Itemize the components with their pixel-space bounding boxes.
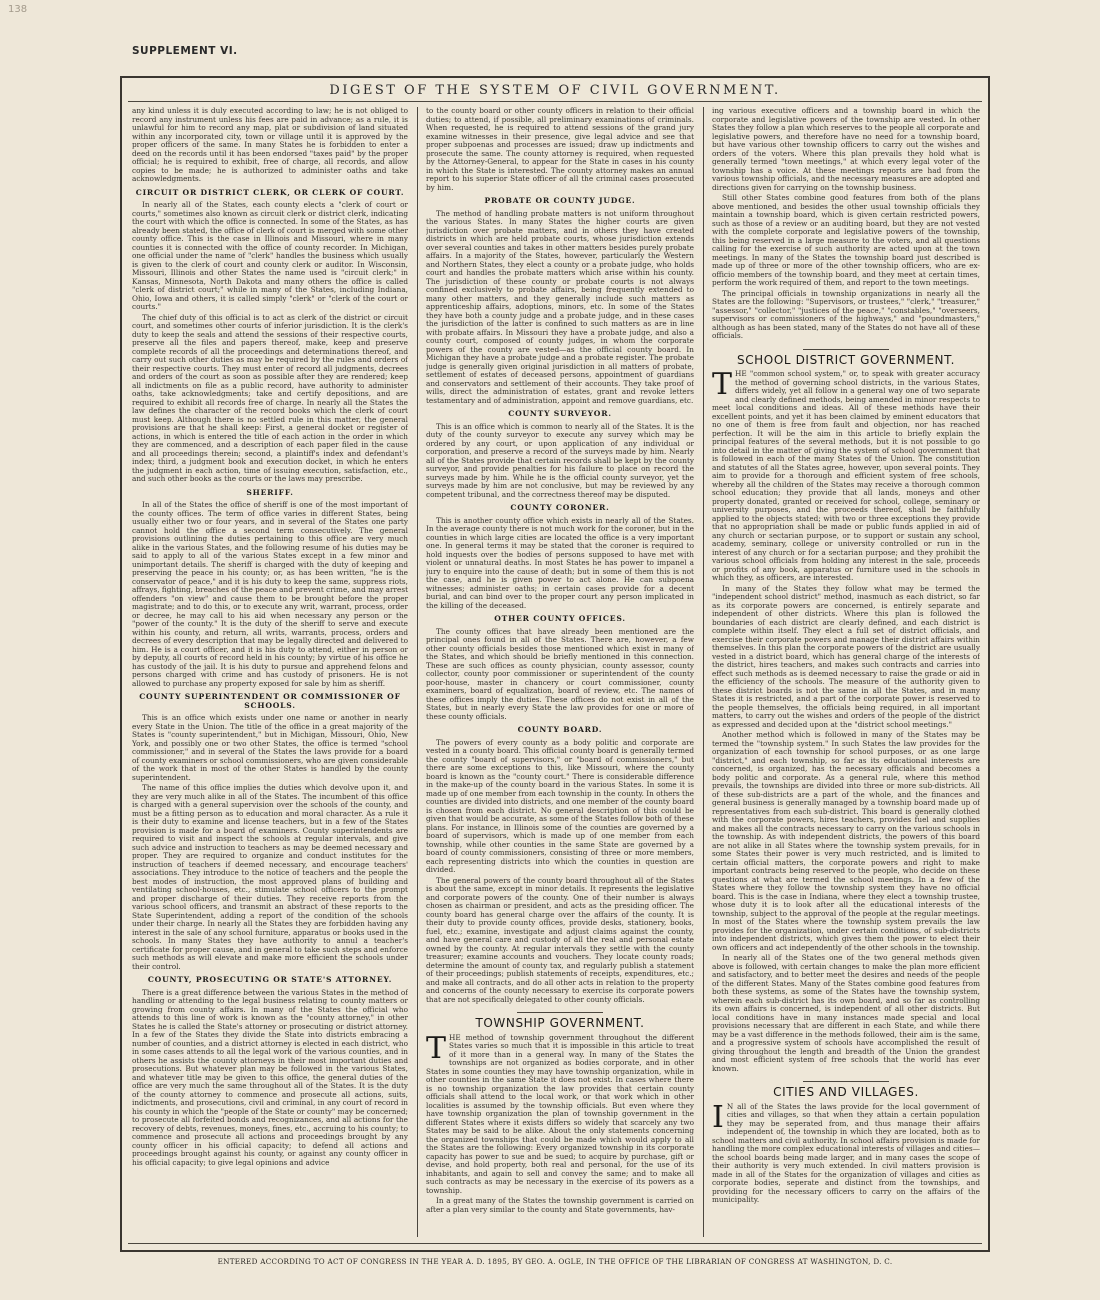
paragraph: This is another county office which exists in nearly all of the States. In the average county there is not much work for the coroner, but in the counties in which large cities are located the office is a very important one. In general terms it may be stated that the coroner is required to hold inquests over the bodies of persons supposed to have met with violent or unnatural deaths. In most States he has power to impanel a jury to enquire into the cause of death; but in some of them this is not the case, and he is given power to act alone. He can subpoena witnesses; administer oaths; in certain cases provide for a decent burial, and can bind over to the proper court any person implicated in the killing of the deceased. bbox=[426, 515, 694, 610]
digest-title: DIGEST OF THE SYSTEM OF CIVIL GOVERNMENT. bbox=[329, 83, 781, 98]
township-section bbox=[426, 1030, 694, 1215]
heading-county-board: COUNTY BOARD. bbox=[517, 725, 603, 734]
heading-county-coroner: COUNTY CORONER. bbox=[510, 503, 610, 512]
heading-county-attorney: COUNTY, PROSECUTING OR STATE'S ATTORNEY. bbox=[147, 975, 393, 984]
paragraph: In many of the States they follow what may be termed the "independent school district" method, inasmuch as each district, so far as its corporate powers are concerned, is entirely separate and independent of other districts. Where this plan is followed the boundaries of each district are clearly defined, and each district is complete within itself. They elect a full set of district officials, and exercise their corporate powers and manage their district affairs within themselves. In this plan the corporate powers of the district are usually vested in a district board, which has general charge of the interests of the district, hires teachers, and makes such contracts and carries into effect such methods as is deemed necessary to raise the grade or aid in the efficiency of the schools. The measure of the authority given to these district boards is not the same in all the States, and in many States it is restricted, and a part of the corporate power is reserved to the people themselves, the officials being required, in all important matters, to carry out the wishes and orders of the people of the district as expressed and decided upon at the "district school meetings." bbox=[712, 583, 980, 729]
heading-county-surveyor: COUNTY SURVEYOR. bbox=[508, 409, 612, 418]
section-separator bbox=[803, 1081, 889, 1082]
paragraph: The general powers of the county board throughout all of the States is about the same, except in minor details. It represents the legislative and corporate powers of the county. One of their number is always chosen as chairman or president, and acts as the presiding officer. The county board has general charge over the affairs of the county. It is their duty to provide county offices, provide desks, stationery, books, fuel, etc.; examine, investigate and adjust claims against the county, and have general care and custody of all the real and personal estate owned by the county. At regular intervals they settle with the county treasurer; examine accounts and vouchers. They locate county roads; determine the amount of county tax, and regularly publish a statement of their proceedings; publish statements of receipts, expenditures, etc.; and make all contracts, and do all other acts in relation to the property and concerns of the county necessary to exercise its corporate powers that are not specifically delegated to other county officials. bbox=[426, 875, 694, 1004]
paragraph: In nearly all of the States, each county elects a "clerk of court or courts," sometimes also known as circuit clerk or district clerk, indicating the court with which the office is connected. In some of the States, as has already been stated, the office of clerk of court is merged with some other county office. This is the case in Illinois and Missouri, where in many counties it is connected with the office of county recorder. In Michigan, one official under the name of "clerk" handles the business which usually is given to the clerk of court and county clerk or auditor. In Wisconsin, Missouri, Illinois and other States the name used is "circuit clerk;" in Kansas, Minnesota, North Dakota and many others the office is called "clerk of district court;" while in many of the States, including Indiana, Ohio, Iowa and others, it is called simply "clerk" or "clerk of the court or courts." bbox=[132, 200, 408, 311]
column-divider-1 bbox=[417, 107, 418, 1237]
heading-clerk-of-court: CIRCUIT OR DISTRICT CLERK, OR CLERK OF COURT. bbox=[135, 187, 405, 197]
title-rule bbox=[128, 101, 982, 102]
paragraph: IN all of the States the laws provide for the local government of cities and villages, so that when they attain a certain population they may be seperated from, and thus manage their affairs independent of, the township in which they are located, both as to school matters and civil authority. In school affairs provision is made for handling the more complex educational interests of villages and cities—the school boards being made larger, and in many cases the scope of their authority is very much extended. In civil matters provision is made in all of the States for the organization of villages and cities as corporate bodies, seperate and distinct from the townships, and providing for the necessary officers to carry on the affairs of the municipality. bbox=[712, 1099, 980, 1204]
paragraph: to the county board or other county officers in relation to their official duties; to attend, if possible, all preliminary examinations of criminals. When requested, he is required to attend sessions of the grand jury examine witnesses in their presence, give legal advice and see that proper subpoenas and processes are issued; draw up indictments and prosecute the same. The county attorney is required, when requested by the Attorney-General, to appear for the State in cases in his county in which the State is interested. The county attorney makes an annual report to his superior State officer of all the criminal cases prosecuted by him. bbox=[426, 107, 694, 192]
pencil-page-number: 138 bbox=[8, 4, 28, 15]
paragraph: The name of this office implies the duties which devolve upon it, and they are very much alike in all of the States. The incumbent of this office is charged with a general supervision over the schools of the county, and must be a fitting person as to education and moral character. As a rule it is their duty to examine and license teachers, but in a few of the States provision is made for a board of examiners. County superintendents are required to visit and inspect the schools at regular intervals, and give such advice and instruction to teachers as may be deemed necessary and proper. They are required to organize and conduct institutes for the instruction of teachers if deemed necessary, and encourage teachers' associations. They introduce to the notice of teachers and the people the best modes of instruction, the most approved plans of building and ventilating school-houses, etc., stimulate school officers to the prompt and proper discharge of their duties. They receive reports from the various school officers, and transmit an abstract of these reports to the State Superintendent, adding a report of the condition of the schools under their charge. In nearly all the States they are forbidden having any interest in the sale of any school furniture, apparatus or books used in the schools. In many States they have authority to annul a teacher's certificate for proper cause, and in general to take such steps and enforce such methods as will elevate and make more efficient the schools under their control. bbox=[132, 783, 408, 971]
column-divider-2 bbox=[703, 107, 704, 1237]
paragraph: In all of the States the office of sheriff is one of the most important of the county offices. The term of office varies in different States, being usually either two or four years, and in several of the States one party cannot hold the office a second term consecutively. The general provisions outlining the duties pertaining to this office are very much alike in the various States, and the following resume of his duties may be said to apply to all of the various States except in a few minor and unimportant details. The sheriff is charged with the duty of keeping and preserving the peace in his county; or, as has been written, "he is the conservator of peace," and it is his duty to keep the same, suppress riots, affrays, fighting, breaches of the peace and prevent crime, and may arrest offenders "on view" and cause them to be brought before the proper magistrate; and to do this, or to execute any writ, warrant, process, order or decree, he may call to his aid when necessary any person or the "power of the county." It is the duty of the sheriff to serve and execute within his county, and return, all writs, warrants, process, orders and decrees of every description that may be legally directed and delivered to him. He is a court officer, and it is his duty to attend, either in person or by deputy, all courts of record held in his county; by virtue of his office he has custody of the jail. It is his duty to pursue and apprehend felons and persons charged with crime and has custody of prisoners. He is not allowed to purchase any property exposed for sale by him as sheriff. bbox=[132, 500, 408, 688]
paragraph: Another method which is followed in many of the States may be termed the "township system." In such States the law provides for the organization of each township for school purposes, or as one large "district," and each township, so far as its educational interests are concerned, is organized, has the necessary officials and becomes a body politic and corporate. As a general rule, where this method prevails, the townships are divided into three or more sub-districts. All of these sub-districts are a part of the whole, and the finances and general business is generally managed by a township board made up of representatives from each sub-district. This board is generally clothed with the corporate powers, hires teachers, provides fuel and supplies and makes all the contracts necessary to carry on the various schools in the township. As with independent districts, the powers of this board are not alike in all States where the township system prevails, for in some States their power is very much restricted, and is limited to certain official matters, the corporate powers and right to make important contracts being reserved to the people, who decide on these questions at what are termed the school meetings. In a few of the States where they follow the township system they have no official board. This is the case in Indiana, where they elect a township trustee, whose duty it is to look after all the educational interests of the township, subject to the approval of the people at the regular meetings. In most of the States where the township system prevails the law provides for the organization, under certain conditions, of sub-districts into independent districts, which gives them the power to elect their own officers and act independently of the other schools in the township. bbox=[712, 730, 980, 952]
heading-county-superintendent: COUNTY SUPERINTENDENT OR COMMISSIONER OF SCHOOLS. bbox=[139, 692, 401, 710]
heading-probate-judge: PROBATE OR COUNTY JUDGE. bbox=[484, 196, 636, 205]
heading-cities-and-villages: CITIES AND VILLAGES. bbox=[773, 1085, 919, 1099]
school-section bbox=[712, 367, 980, 1073]
heading-sheriff: SHERIFF. bbox=[246, 487, 294, 497]
paragraph: any kind unless it is duly executed according to law; he is not obliged to record any instrument unless his fees are paid in advance; as a rule, it is unlawful for him to record any map, plat or subdivision of land situated within any incorporated city, town or village until it is approved by the proper officers of the same. In many States he is forbidden to enter a deed on the records until it has been endorsed "taxes paid" by the proper official; he is required to exhibit, free of charge, all records, and allow copies to be made; he is authorized to administer oaths and take acknowledgments. bbox=[132, 107, 408, 183]
column-2 bbox=[426, 107, 694, 1232]
paragraph: The county offices that have already been mentioned are the principal ones found in all of the States. There are, however, a few other county officials besides those mentioned which exist in many of the States, and which should be briefly mentioned in this connection. These are such offices as county physician, county assessor, county collector, county poor commissioner or superintendent of the county poor-house, master in chancery or court commissioner, county examiners, board of equalization, board of review, etc. The names of these offices imply the duties. These offices do not exist in all of the States, but in nearly every State the law provides for one or more of these county officials. bbox=[426, 626, 694, 721]
heading-school-district-government: SCHOOL DISTRICT GOVERNMENT. bbox=[736, 352, 955, 367]
supplement-label: SUPPLEMENT VI. bbox=[132, 45, 238, 57]
bottom-rule bbox=[128, 1243, 982, 1244]
paragraph: THE "common school system," or, to speak with greater accuracy the method of governing school districts, in the various States, differs widely, yet all follow in a general way one of two separate and clearly defined methods, being amended in minor respects to meet local conditions and ideas. All of these methods have their excellent points, and yet it has been claimed by eminent educators that no one of them is free from fault and objection, nor has reached perfection. It will be the aim in this article to briefly explain the principal features of the several methods, but it is not possible to go into detail in the matter of giving the system of school government that is followed in each of the many States of the Union. The constitution and statutes of all the States agree, however, upon several points. They aim to provide for a thorough and efficient system of free schools, whereby all the children of the States may receive a thorough common school education; they provide that all lands, moneys and other property donated, granted or received for school, college, seminary or university purposes, and the proceeds thereof, shall be faithfully applied to the objects stated; with two or three exceptions they provide that no appropriation shall be made or public funds applied in aid of any church or sectarian purpose, or to support or sustain any school, academy, seminary, college or university controlled or run in the interest of any church or for a sectarian purpose; and they prohibit the various school officials from holding any interest in the sale, proceeds or profits of any book, apparatus or furniture used in the schools in which they, as officers, are interested. bbox=[712, 367, 980, 582]
section-separator bbox=[803, 349, 889, 350]
paragraph: This is an office which is common to nearly all of the States. It is the duty of the county surveyor to execute any survey which may be ordered by any court, or upon application of any individual or corporation, and preserve a record of the surveys made by him. Nearly all of the States provide that certain records shall be kept by the county surveyor, and provide penalties for his failure to place on record the surveys made by him. While he is the official county surveyor, yet the surveys made by him are not conclusive, but may be reviewed by any competent tribunal, and the correctness thereof may be disputed. bbox=[426, 421, 694, 499]
paragraph: THE method of township government throughout the different States varies so much that it is impossible in this article to treat of it more than in a general way. In many of the States the townships are not organized as bodies corporate, and in other States in some counties they may have township organization, while in other counties in the same State it does not exist. In cases where there is no township organization the law provides that certain county officials shall attend to the local work, or that work which in other localities is assumed by the township officials. But even where they have township organization the plan of township government in the different States where it exists differs so widely that scarcely any two States may be said to be alike. About the only statements concerning the organized townships that could be made which would apply to all the States are the following: Every organized township in its corporate capacity has power to sue and be sued; to acquire by purchase, gift or devise, and hold property, both real and personal, for the use of its inhabitants, and again to sell and convey the same; and to make all such contracts as may be necessary in the exercise of its powers as a township. bbox=[426, 1030, 694, 1195]
paragraph: In a great many of the States the township government is carried on after a plan very similar to the county and State governments, hav- bbox=[426, 1196, 694, 1214]
cities-section bbox=[712, 1099, 980, 1205]
paragraph: In nearly all of the States one of the two general methods given above is followed, with certain changes to make the plan more efficient and satisfactory, and to better meet the desires and needs of the people of the different States. Many of the States combine good features from both these systems, as some of the States have the township system, wherein each sub-district has its own board, and so far as controlling its own affairs is concerned, is independent of all other districts. But local conditions have in many instances made special and local provisions necessary that are different in each State, and while there may be a vast difference in the methods followed, their aim is the same, and a progressive system of schools have accomplished the result of giving throughout the length and breadth of the Union the grandest and most efficient system of free schools that the world has ever known. bbox=[712, 953, 980, 1073]
paragraph: ing various executive officers and a township board in which the corporate and legislative powers of the township are vested. In other States they follow a plan which reserves to the people all corporate and legislative powers, and therefore have no need for a township board, but have various other township officers to carry out the wishes and orders of the voters. Where this plan prevails they hold what is generally termed "town meetings," at which every legal voter of the township has a voice. At these meetings reports are had from the various township officials, and the necessary measures are adopted and directions given for carrying on the township business. bbox=[712, 107, 980, 192]
paragraph: The principal officials in township organizations in nearly all the States are the following: "Supervisors, or trustees," "clerk," "treasurer," "assessor," "collector," "justices of the peace," "constables," "overseers, supervisors or commissioners of the highways," and "poundmasters," although as has been stated, many of the States do not have all of these officials. bbox=[712, 288, 980, 340]
paragraph: This is an office which exists under one name or another in nearly every State in the Union. The title of the office in a great majority of the States is "county superintendent," but in Michigan, Missouri, Ohio, New York, and possibly one or two other States, the office is termed "school commissioner," and in several of the States the laws provide for a board of county examiners or school commissioners, who are given considerable of the work that in most of the other States is handled by the county superintendent. bbox=[132, 713, 408, 782]
paragraph: There is a great difference between the various States in the method of handling or attending to the legal business relating to county matters or growing from county affairs. In many of the States the official who attends to this line of work is known as the "county attorney," in other States he is called the State's attorney or prosecuting or district attorney. In a few of the States they divide the State into districts embracing a number of counties, and a district attorney is elected in each district, who in some cases attends to all the legal work of the various counties, and in others he assists the county attorneys in their most important duties and prosecutions. But whatever plan may be followed in the various States, and whatever title may be given to this office, the general duties of the office are very much the same throughout all of the States. It is the duty of the county attorney to commence and prosecute all actions, suits, indictments, and prosecutions, civil and criminal, in any court of record in his county in which the "people of the State or county" may be concerned; to prosecute all forfeited bonds and recognizances, and all actions for the recovery of debts, revenues, moneys, fines, etc., accruing to his county; to commence and prosecute all actions and proceedings brought by any county officer in his official capacity; to defend all actions and proceedings brought against his county, or against any county officer in his official capacity; to give legal opinions and advice bbox=[132, 987, 408, 1167]
paragraph: The chief duty of this official is to act as clerk of the district or circuit court, and sometimes other courts of inferior jurisdiction. It is the clerk's duty to keep the seals and attend the sessions of their respective courts, preserve all the files and papers thereof, make, keep and preserve complete records of all the proceedings and determinations thereof, and carry out such other duties as may be required by the rules and orders of their respective courts. They must enter of record all judgments, decrees and orders of the court as soon as possible after they are rendered; keep all indictments on file as a public record, have authority to administer oaths, take acknowledgments; take and certify depositions, and are required to exhibit all records free of charge. In nearly all the States the law defines the character of the record books which the clerk of court must keep. Although there is no settled rule in this matter, the general provisions are that he shall keep: First, a general docket or register of actions, in which is entered the title of each action in the order in which they are commenced, and a description of each paper filed in the cause and all proceedings therein; second, a plaintiff's index and defendant's index; third, a judgment book and execution docket, in which he enters the judgment in each action, time of issuing execution, satisfaction, etc., and such other books as the courts or the laws may prescribe. bbox=[132, 312, 408, 483]
column-1 bbox=[132, 107, 408, 1232]
copyright-footer: ENTERED ACCORDING TO ACT OF CONGRESS IN THE YEAR A. D. 1895, BY GEO. A. OGLE, IN THE OFFICE OF THE LIBRARIAN OF CONGRESS AT WASHINGTON, D. C. bbox=[217, 1257, 893, 1266]
section-separator bbox=[517, 1012, 603, 1013]
paragraph: The method of handling probate matters is not uniform throughout the various States. In many States the higher courts are given jurisdiction over probate matters, and in others they have created districts in which are held probate courts, whose jurisdiction extends over several counties and takes in other matters besides purely probate affairs. In a majority of the States, however, particularly the Western and Northern States, they elect a county or a probate judge, who holds court and handles the probate matters which arise within his county. The jurisdiction of these county or probate courts is not always confined exclusively to probate affairs, being frequently extended to many other matters, and they generally include such matters as apprenticeship affairs, adoptions, minors, etc. In some of the States they have both a county judge and a probate judge, and in these cases the jurisdiction of the latter is confined to such matters as are in line with probate affairs. In Missouri they have a probate judge, and also a county court, composed of county judges, in whom the corporate powers of the county are vested—as the official county board. In Michigan they have a probate judge and a probate register. The probate judge is generally given original jurisdiction in all matters of probate, settlement of estates of deceased persons, appointment of guardians and conservators and settlement of their accounts. They take proof of wills, direct the administration of estates, grant and revoke letters testamentary and of administration, appoint and remove guardians, etc. bbox=[426, 208, 694, 405]
column-3 bbox=[712, 107, 980, 1232]
paragraph: Still other States combine good features from both of the plans above mentioned, and besides the other usual township officials they maintain a township board, which is given certain restricted powers, such as those of a review or an auditing board, but they are not vested with the complete corporate and legislative powers of the township, this being reserved in a large measure to the voters, and all questions calling for the exercise of such authority are acted upon at the town meetings. In many of the States the township board just described is made up of three or more of the other township officers, who are ex-officio members of the township board, and they meet at certain times, perform the work required of them, and report to the town meetings. bbox=[712, 193, 980, 287]
paragraph: The powers of every county as a body politic and corporate are vested in a county board. This official county board is generally termed the county "board of supervisors," or "board of commissioners," but there are some exceptions to this, like Missouri, where the county board is known as the "county court." There is considerable difference in the make-up of the county board in the various States. In some it is made up of one member from each township in the county. In others the counties are divided into districts, and one member of the county board is chosen from each district. No general description of this could be given that would be accurate, as some of the States follow both of these plans. For instance, in Illinois some of the counties are governed by a board of supervisors, which is made up of one member from each township, while other counties in the same State are governed by a board of county commissioners, consisting of three or more members, each representing districts into which the counties in question are divided. bbox=[426, 737, 694, 874]
heading-township-government: TOWNSHIP GOVERNMENT. bbox=[475, 1016, 645, 1030]
heading-other-county-offices: OTHER COUNTY OFFICES. bbox=[494, 614, 626, 623]
